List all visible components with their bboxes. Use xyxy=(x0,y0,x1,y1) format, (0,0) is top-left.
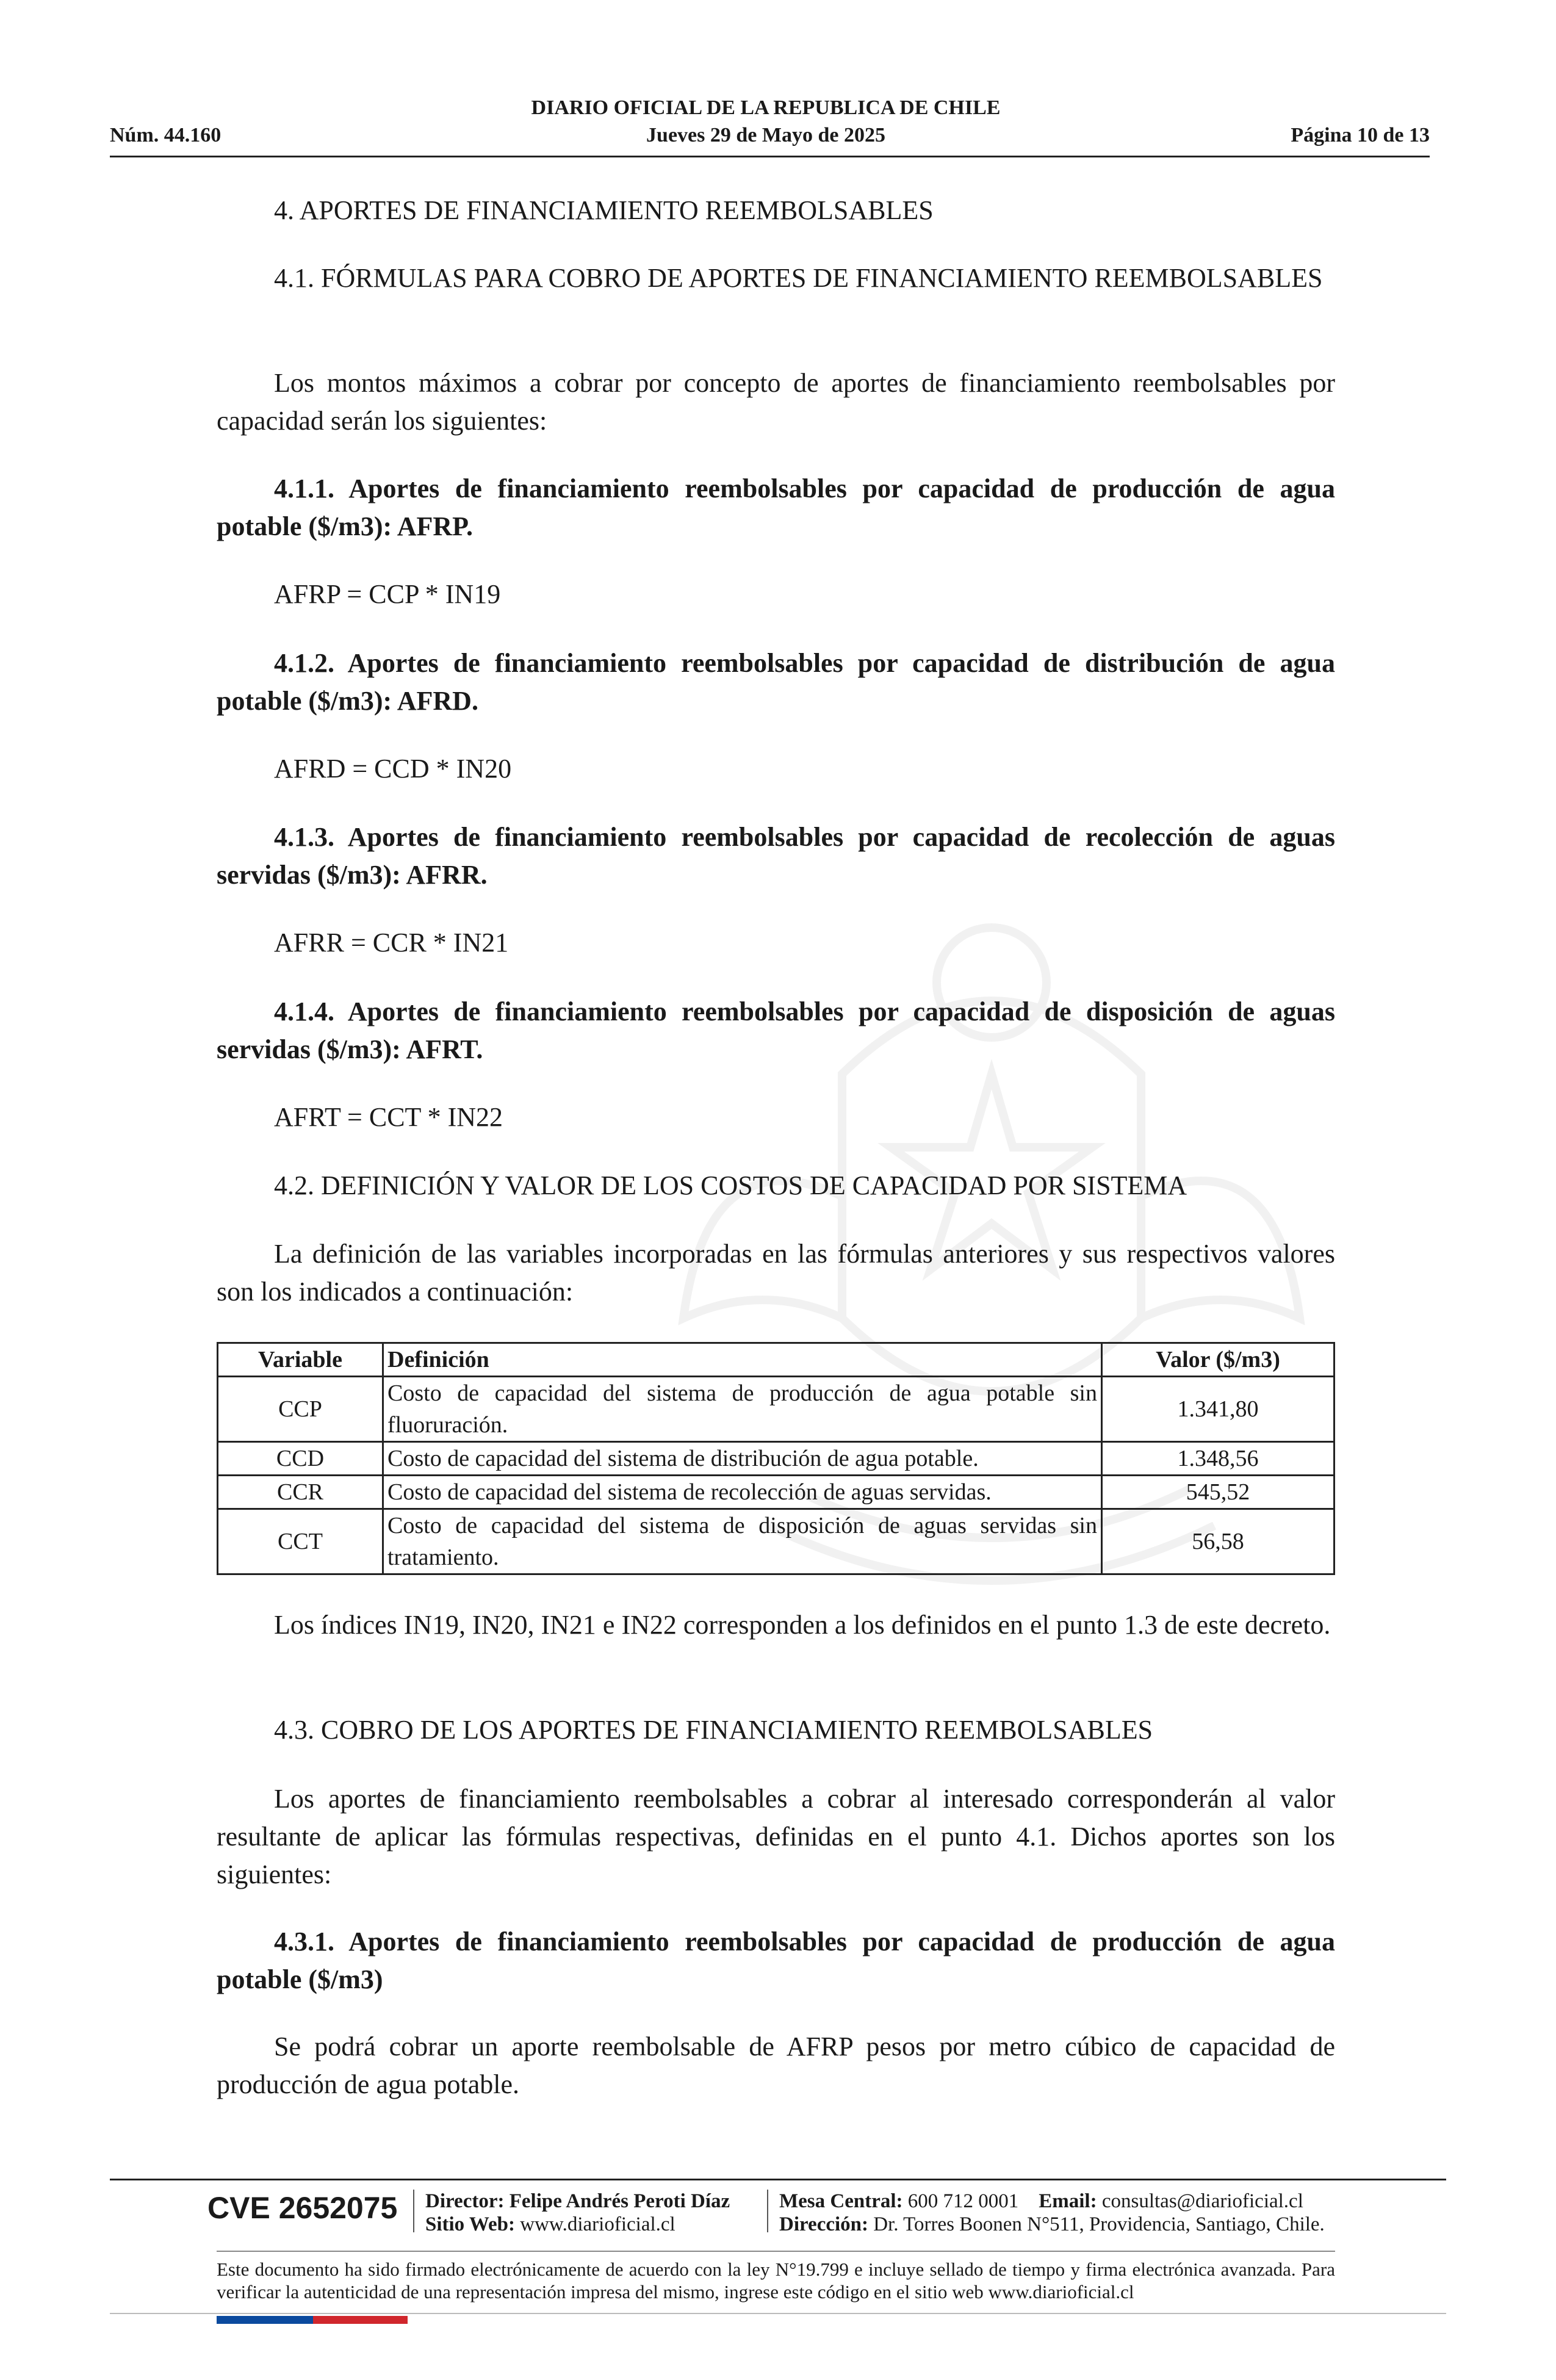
brand-bar-blue xyxy=(217,2316,313,2324)
section-4-2-heading: 4.2. DEFINICIÓN Y VALOR DE LOS COSTOS DE CAPACIDAD POR SISTEMA xyxy=(274,1170,1187,1200)
publication-title: DIARIO OFICIAL DE LA REPUBLICA DE CHILE xyxy=(531,96,1001,119)
email-link[interactable]: consultas@diarioficial.cl xyxy=(1101,2190,1303,2212)
table-row xyxy=(218,1476,1334,1509)
table-row xyxy=(218,1377,1334,1442)
address-label: Dirección: xyxy=(779,2213,869,2235)
indices-paragraph: Los índices IN19, IN20, IN21 e IN22 corresponden a los definidos en el punto 1.3 de este decreto. xyxy=(274,1610,1331,1640)
cell-variable: CCD xyxy=(218,1442,383,1476)
cell-value: 1.341,80 xyxy=(1102,1377,1334,1442)
cell-variable: CCP xyxy=(218,1377,383,1442)
address-text: Dr. Torres Boonen N°511, Providencia, Santiago, Chile. xyxy=(873,2213,1325,2235)
section-4-1-heading: 4.1. FÓRMULAS PARA COBRO DE APORTES DE FINANCIAMIENTO REEMBOLSABLES xyxy=(274,263,1323,293)
heading-4-1-3: 4.1.3. Aportes de financiamiento reembolsables por capacidad de recolección de aguas servidas ($/m3): AFRR. xyxy=(217,822,1335,890)
cell-definition: Costo de capacidad del sistema de recolección de aguas servidas. xyxy=(383,1476,1102,1509)
section-4-3-heading: 4.3. COBRO DE LOS APORTES DE FINANCIAMIENTO REEMBOLSABLES xyxy=(274,1715,1153,1745)
formula-afrr: AFRR = CCR * IN21 xyxy=(274,928,509,957)
column-header-variable: Variable xyxy=(218,1343,383,1377)
intro-4-2-paragraph: La definición de las variables incorporadas en las fórmulas anteriores y sus respectivos valores son los indicados a continuación: xyxy=(217,1239,1335,1307)
brand-bar-red xyxy=(313,2316,408,2324)
formula-afrp: AFRP = CCP * IN19 xyxy=(274,579,501,609)
signature-notice: Este documento ha sido firmado electrónicamente de acuerdo con la ley N°19.799 e incluye sellado de tiempo y firma electrónica avanzada. Para verificar la autenticidad de una representación impresa del mismo, ingrese este código en el sitio web www.diarioficial.cl xyxy=(217,2259,1335,2302)
cell-variable: CCT xyxy=(218,1509,383,1574)
cell-value: 545,52 xyxy=(1102,1476,1334,1509)
footer-contact-block xyxy=(779,2190,1325,2236)
column-header-value: Valor ($/m3) xyxy=(1102,1343,1334,1377)
footer-separator xyxy=(767,2190,768,2232)
footer-director-block xyxy=(425,2190,730,2236)
footer-separator xyxy=(413,2190,414,2232)
cell-value: 1.348,56 xyxy=(1102,1442,1334,1476)
footer-mid-divider xyxy=(217,2251,1335,2252)
capacity-cost-table xyxy=(217,1342,1335,1575)
intro-paragraph: Los montos máximos a cobrar por concepto de aportes de financiamiento reembolsables por capacidad serán los siguientes: xyxy=(217,368,1335,436)
cell-definition: Costo de capacidad del sistema de distribución de agua potable. xyxy=(383,1442,1102,1476)
heading-4-1-4: 4.1.4. Aportes de financiamiento reembolsables por capacidad de disposición de aguas servidas ($/m3): AFRT. xyxy=(217,997,1335,1064)
cell-definition: Costo de capacidad del sistema de producción de agua potable sin fluoruración. xyxy=(383,1377,1102,1442)
footer-bottom-divider xyxy=(110,2313,1446,2314)
formula-afrt: AFRT = CCT * IN22 xyxy=(274,1102,503,1132)
table-row xyxy=(218,1509,1334,1574)
paragraph-4-3-1: Se podrá cobrar un aporte reembolsable de AFRP pesos por metro cúbico de capacidad de producción de agua potable. xyxy=(217,2032,1335,2099)
heading-4-1-1: 4.1.1. Aportes de financiamiento reembolsables por capacidad de producción de agua potable ($/m3): AFRP. xyxy=(217,474,1335,541)
mesa-phone: 600 712 0001 xyxy=(907,2190,1019,2212)
director-name: Felipe Andrés Peroti Díaz xyxy=(509,2190,730,2212)
footer-top-divider xyxy=(110,2179,1446,2180)
table-header-row xyxy=(218,1343,1334,1377)
cve-code: CVE 2652075 xyxy=(207,2191,398,2225)
director-label: Director: xyxy=(425,2190,505,2212)
heading-4-1-2: 4.1.2. Aportes de financiamiento reembolsables por capacidad de distribución de agua potable ($/m3): AFRD. xyxy=(217,648,1335,716)
website-label: Sitio Web: xyxy=(425,2213,516,2235)
issue-number: Núm. 44.160 xyxy=(110,124,222,146)
cell-definition: Costo de capacidad del sistema de disposición de aguas servidas sin tratamiento. xyxy=(383,1509,1102,1574)
intro-4-3-paragraph: Los aportes de financiamiento reembolsables a cobrar al interesado corresponderán al valor resultante de aplicar las fórmulas respectivas, definidas en el punto 4.1. Dichos aportes son los siguientes: xyxy=(217,1784,1335,1889)
heading-4-3-1: 4.3.1. Aportes de financiamiento reembolsables por capacidad de producción de agua potable ($/m3) xyxy=(217,1927,1335,1994)
email-label: Email: xyxy=(1039,2190,1097,2212)
column-header-definition: Definición xyxy=(383,1343,1102,1377)
website-link[interactable]: www.diarioficial.cl xyxy=(520,2213,675,2235)
header-divider xyxy=(110,156,1430,157)
issue-date: Jueves 29 de Mayo de 2025 xyxy=(646,124,885,146)
cell-variable: CCR xyxy=(218,1476,383,1509)
formula-afrd: AFRD = CCD * IN20 xyxy=(274,754,512,784)
table-row xyxy=(218,1442,1334,1476)
section-4-heading: 4. APORTES DE FINANCIAMIENTO REEMBOLSABLES xyxy=(274,195,934,225)
cell-value: 56,58 xyxy=(1102,1509,1334,1574)
page-number: Página 10 de 13 xyxy=(1291,124,1430,146)
mesa-label: Mesa Central: xyxy=(779,2190,903,2212)
